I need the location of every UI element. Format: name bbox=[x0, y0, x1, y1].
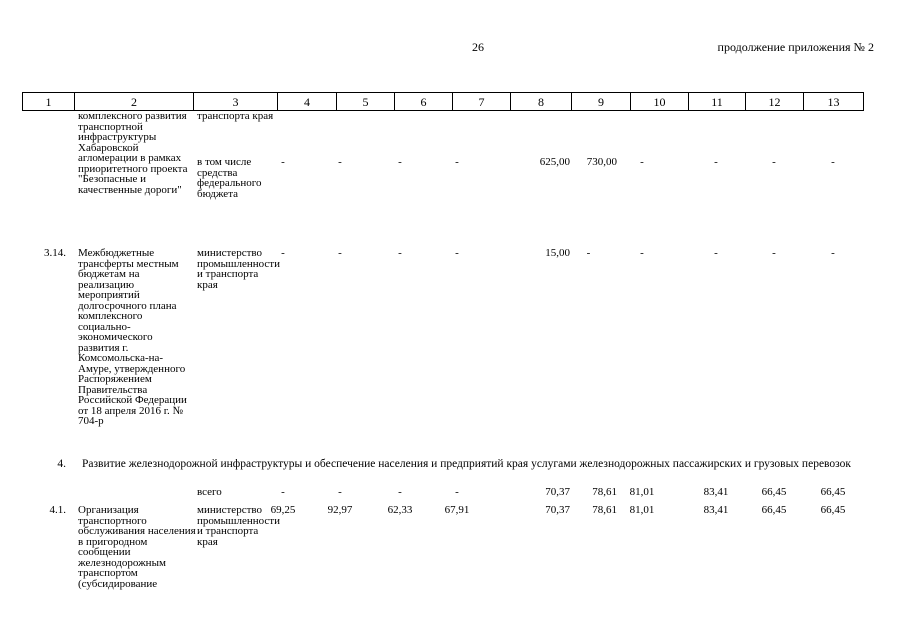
cell-col6: - bbox=[398, 486, 402, 498]
cell-col4: - bbox=[281, 486, 285, 498]
cell-col9: - bbox=[586, 247, 591, 259]
table-row-continued bbox=[0, 111, 905, 241]
cell-col13: 66,45 bbox=[820, 504, 846, 516]
cell-col9: 78,61 bbox=[592, 504, 617, 516]
cell-col6: - bbox=[398, 156, 402, 168]
cell-col8: 15,00 bbox=[545, 247, 570, 259]
row-executor: министерство промышленности и транспорта края bbox=[197, 247, 280, 291]
section-number: 4. bbox=[57, 458, 66, 470]
cell-col10: 81,01 bbox=[629, 486, 655, 498]
row-executor: транспорта края bbox=[197, 110, 274, 122]
cell-col4: - bbox=[281, 156, 285, 168]
col-header-6: 6 bbox=[395, 93, 453, 111]
cell-col12: - bbox=[772, 247, 776, 259]
cell-col7: - bbox=[455, 247, 459, 259]
col-header-5: 5 bbox=[337, 93, 395, 111]
col-header-7: 7 bbox=[453, 93, 511, 111]
row-name: Межбюджетные трансферты местным бюджетам на реализацию мероприятий долгосрочного плана комплексного социально-экономического развития г. Комсомольска-на-Амуре, утвержденного Распоряжением Правительства Российской Федерации от 18 апреля 2016 г. № 704-р bbox=[78, 247, 187, 427]
cell-col5: 92,97 bbox=[327, 504, 353, 516]
cell-col10: 81,01 bbox=[629, 504, 655, 516]
cell-col11: - bbox=[714, 247, 718, 259]
cell-col5: - bbox=[338, 247, 342, 259]
row-number: 4.1. bbox=[49, 504, 66, 516]
cell-col10: - bbox=[640, 247, 644, 259]
cell-col4: - bbox=[281, 247, 285, 259]
cell-col11: 83,41 bbox=[703, 504, 729, 516]
col-header-4: 4 bbox=[278, 93, 337, 111]
cell-col13: - bbox=[831, 156, 835, 168]
row-executor: министерство промышленности и транспорта края bbox=[197, 504, 280, 548]
cell-col10: - bbox=[640, 156, 644, 168]
col-header-10: 10 bbox=[631, 93, 689, 111]
table-row-total bbox=[0, 487, 905, 501]
col-header-3: 3 bbox=[194, 93, 278, 111]
cell-col8: 70,37 bbox=[545, 504, 570, 516]
cell-col12: 66,45 bbox=[761, 486, 787, 498]
col-header-11: 11 bbox=[689, 93, 746, 111]
cell-col11: - bbox=[714, 156, 718, 168]
section-title: Развитие железнодорожной инфраструктуры и обеспечение населения и предприятий края услугами железнодорожных пассажирских и грузовых перевозок bbox=[82, 458, 851, 470]
cell-col8: 70,37 bbox=[545, 486, 570, 498]
table-row-4-1 bbox=[0, 505, 905, 635]
cell-col9: 730,00 bbox=[586, 156, 617, 168]
row-name: комплексного развития транспортной инфраструктуры Хабаровской агломерации в рамках приоритетного проекта "Безопасные и качественные дороги" bbox=[78, 110, 188, 196]
continuation-label: продолжение приложения № 2 bbox=[717, 40, 874, 54]
row-number: 3.14. bbox=[44, 247, 66, 259]
cell-col6: 62,33 bbox=[387, 504, 413, 516]
cell-col13: - bbox=[831, 247, 835, 259]
row-executor: всего bbox=[197, 486, 222, 498]
cell-col7: - bbox=[455, 486, 459, 498]
cell-col6: - bbox=[398, 247, 402, 259]
row-name: Организация транспортного обслуживания населения в пригородном сообщении железнодорожным транспортом (субсидирование bbox=[78, 504, 196, 590]
col-header-1: 1 bbox=[23, 93, 75, 111]
col-header-2: 2 bbox=[75, 93, 194, 111]
cell-col7: 67,91 bbox=[444, 504, 470, 516]
row-executor-sub: в том числе средства федерального бюджета bbox=[197, 156, 262, 200]
page-number: 26 bbox=[472, 40, 484, 54]
cell-col7: - bbox=[455, 156, 459, 168]
col-header-8: 8 bbox=[511, 93, 572, 111]
cell-col12: - bbox=[772, 156, 776, 168]
table-row-3-14 bbox=[0, 248, 905, 453]
column-header-row bbox=[23, 93, 864, 111]
col-header-13: 13 bbox=[804, 93, 864, 111]
cell-col12: 66,45 bbox=[761, 504, 787, 516]
cell-col11: 83,41 bbox=[703, 486, 729, 498]
cell-col13: 66,45 bbox=[820, 486, 846, 498]
section-row-4 bbox=[0, 459, 905, 483]
cell-col4: 69,25 bbox=[270, 504, 296, 516]
cell-col8: 625,00 bbox=[539, 156, 570, 168]
cell-col9: 78,61 bbox=[592, 486, 617, 498]
column-header-table bbox=[22, 92, 864, 111]
cell-col5: - bbox=[338, 156, 342, 168]
col-header-12: 12 bbox=[746, 93, 804, 111]
cell-col5: - bbox=[338, 486, 342, 498]
col-header-9: 9 bbox=[572, 93, 631, 111]
